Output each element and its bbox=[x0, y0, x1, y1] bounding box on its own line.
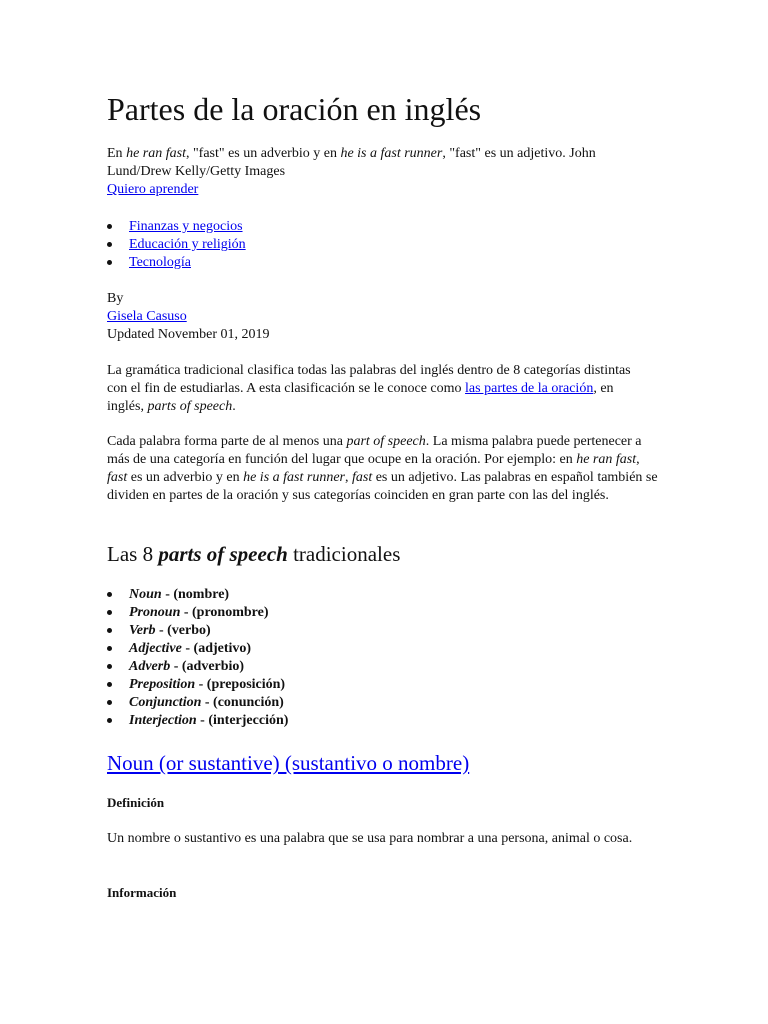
page-title: Partes de la oración en inglés bbox=[107, 91, 482, 127]
updated-date: Updated November 01, 2019 bbox=[107, 327, 270, 342]
info-label: Información bbox=[107, 885, 177, 900]
image-caption: En he ran fast, "fast" es un adverbio y en he is a fast runner, "fast" es un adjetivo. John Lund/Drew Kelly/Getty Images bbox=[107, 146, 596, 179]
part-of-speech-item: Adjective - (adjetivo) bbox=[129, 641, 252, 656]
category-item bbox=[129, 218, 243, 236]
section-heading: Las 8 parts of speech tradicionales bbox=[107, 542, 401, 566]
part-of-speech-item: Noun - (nombre) bbox=[129, 587, 230, 602]
category-link[interactable]: Finanzas y negocios bbox=[129, 219, 243, 234]
category-link[interactable]: Tecnología bbox=[129, 255, 191, 270]
noun-section-heading-link[interactable]: Noun (or sustantive) (sustantivo o nombre) bbox=[107, 751, 470, 775]
paragraph: Cada palabra forma parte de al menos una part of speech. La misma palabra puede pertenecer a más de una categoría en función del lugar que ocupe en la oración. Por ejemplo: en he ran fast, fast es un adverbio y en he is a fast runner, fast es un adjetivo. Las palabras en español también se dividen en partes de la oración y sus categorías coinciden en gran parte con las del inglés. bbox=[107, 434, 658, 503]
cta-link[interactable]: Quiero aprender bbox=[107, 182, 199, 197]
example-phrase: he is a fast runner bbox=[340, 146, 443, 161]
category-item bbox=[129, 254, 191, 272]
part-of-speech-item: Preposition - (preposición) bbox=[129, 677, 286, 692]
example-phrase: he ran fast bbox=[126, 146, 186, 161]
byline-label: By bbox=[107, 291, 124, 306]
part-of-speech-item: Conjunction - (conunción) bbox=[129, 695, 284, 710]
category-item bbox=[129, 236, 246, 254]
part-of-speech-item: Interjection - (interjección) bbox=[129, 713, 289, 728]
definition-label: Definición bbox=[107, 795, 165, 810]
paragraph: La gramática tradicional clasifica todas las palabras del inglés dentro de 8 categorías distintas con el fin de estudiarlas. A esta clasificación se le conoce como las partes de la oración, en inglés, parts of speech. bbox=[107, 363, 631, 414]
category-link[interactable]: Educación y religión bbox=[129, 237, 246, 252]
part-of-speech-item: Pronoun - (pronombre) bbox=[129, 605, 269, 620]
definition-text: Un nombre o sustantivo es una palabra que se usa para nombrar a una persona, animal o cosa. bbox=[107, 831, 633, 846]
part-of-speech-item: Verb - (verbo) bbox=[129, 623, 211, 638]
parts-of-speech-link[interactable]: las partes de la oración bbox=[465, 381, 594, 396]
part-of-speech-item: Adverb - (adverbio) bbox=[129, 659, 245, 674]
author-link[interactable]: Gisela Casuso bbox=[107, 309, 187, 324]
